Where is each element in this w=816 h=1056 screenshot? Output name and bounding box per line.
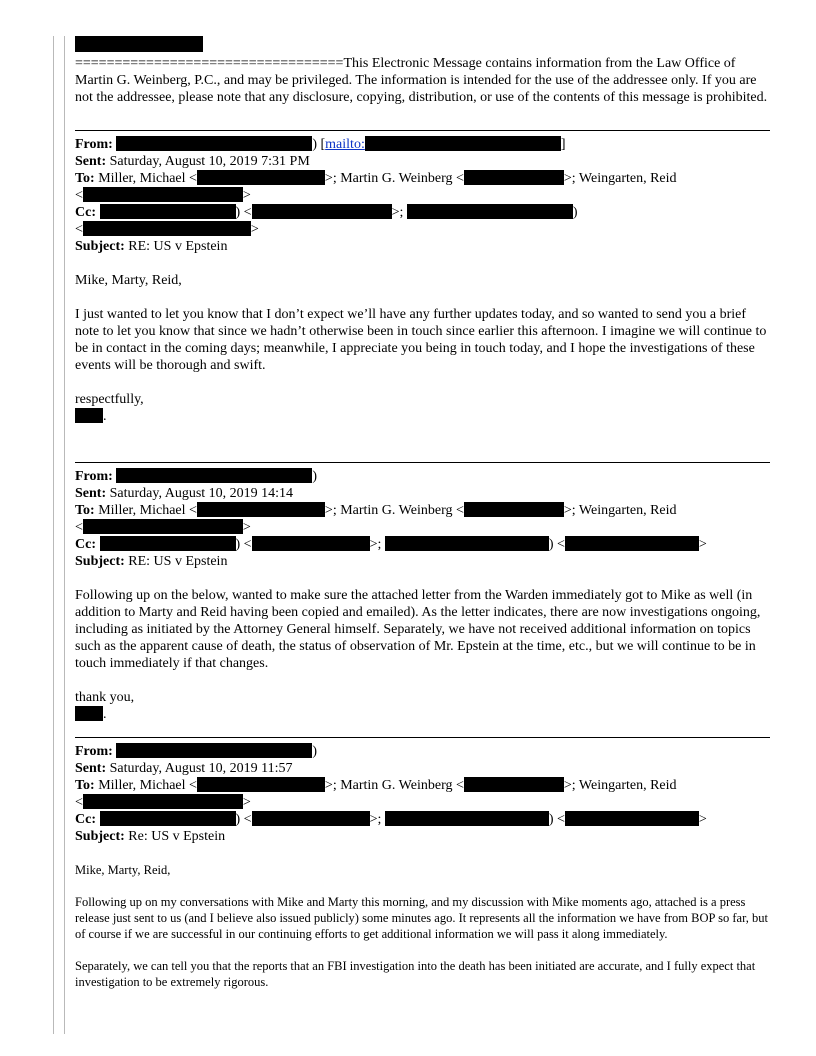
sent-date: Saturday, August 10, 2019 7:31 PM: [109, 154, 310, 169]
sent-label: Sent:: [75, 486, 107, 501]
email-thread: [75, 36, 770, 990]
from-label: From:: [75, 744, 113, 759]
redaction-block: [464, 502, 564, 517]
redaction-block: [100, 811, 236, 826]
to-recipient: >; Weingarten, Reid: [563, 503, 677, 518]
subject-text: RE: US v Epstein: [128, 554, 228, 569]
redaction-block: [197, 777, 325, 792]
cc-line: Cc: ) < >; ) < >: [75, 537, 707, 552]
to-line-cont: < >: [75, 188, 251, 203]
redaction-block: [197, 170, 325, 185]
to-label: To:: [75, 503, 95, 518]
to-label: To:: [75, 171, 95, 186]
redaction-block: [565, 811, 699, 826]
subject-text: RE: US v Epstein: [128, 239, 228, 254]
sent-date: Saturday, August 10, 2019 11:57: [109, 761, 293, 776]
redaction-block: [464, 170, 564, 185]
sent-line: [75, 485, 770, 502]
sent-label: Sent:: [75, 154, 107, 169]
to-line: [75, 502, 770, 519]
email-divider: [75, 737, 770, 738]
redaction-block: [385, 811, 549, 826]
redaction-block: [252, 536, 370, 551]
to-line-cont: < >: [75, 795, 251, 810]
redaction-block: [464, 777, 564, 792]
to-recipient: >; Weingarten, Reid: [563, 778, 677, 793]
redaction-block: [116, 468, 312, 483]
to-recipient: >; Martin G. Weinberg <: [324, 778, 464, 793]
email-closing: thank you,: [75, 690, 135, 705]
email-body: Following up on the below, wanted to make sure the attached letter from the Warden immediately got to Mike as well (in addition to Marty and Reid having been copied and emailed). As the letter indicates, there are now investigations ongoing, including as initiated by the Attorney General himself. Separately, we have not received additional information on topics such as the apparent cause of death, the status of observation of Mr. Epstein at the time, etc., but we will continue to be in touch immediately if that changes.: [75, 588, 761, 671]
to-recipient: Miller, Michael <: [98, 503, 197, 518]
subject-label: Subject:: [75, 554, 125, 569]
left-margin-line: [53, 36, 54, 1034]
to-recipient: Miller, Michael <: [98, 778, 197, 793]
redaction-block: [252, 811, 370, 826]
disclaimer: [75, 55, 770, 106]
from-line: From: ) [mailto: ]: [75, 137, 566, 152]
redaction-block: [100, 536, 236, 551]
to-line: [75, 777, 770, 794]
redaction-block: [75, 706, 103, 721]
email-greeting: Mike, Marty, Reid,: [75, 273, 182, 288]
subject-label: Subject:: [75, 829, 125, 844]
sent-line: [75, 760, 770, 777]
cc-label: Cc:: [75, 205, 96, 220]
to-line: [75, 170, 770, 187]
email-header-2: [75, 468, 770, 570]
cc-label: Cc:: [75, 537, 96, 552]
redaction-block: [197, 502, 325, 517]
signature: .: [75, 408, 770, 425]
redaction-block: [83, 794, 243, 809]
sent-label: Sent:: [75, 761, 107, 776]
cc-line: Cc: ) < >; ): [75, 205, 578, 220]
to-line-cont: < >: [75, 520, 251, 535]
email-header-3: [75, 743, 770, 845]
redaction-block: [252, 204, 392, 219]
redaction-block: [365, 136, 561, 151]
redaction-block: [565, 536, 699, 551]
redaction-block: [116, 136, 312, 151]
email-closing: respectfully,: [75, 392, 144, 407]
redaction-block: [100, 204, 236, 219]
redaction-block: [407, 204, 573, 219]
email-header-1: [75, 136, 770, 255]
disclaimer-text: This Electronic Message contains information from the Law Office of Martin G. Weinberg, P.C., and may be privileged. The information is intended for the use of the addressee only. If you are not the addressee, please note that any disclosure, copying, distribution, or use of the contents of this message is prohibited.: [75, 56, 768, 105]
redaction-block: [83, 519, 243, 534]
redaction-block: [385, 536, 549, 551]
from-label: From:: [75, 137, 113, 152]
header-redaction-row: [75, 36, 770, 53]
cc-label: Cc:: [75, 812, 96, 827]
to-recipient: Miller, Michael <: [98, 171, 197, 186]
subject-label: Subject:: [75, 239, 125, 254]
sent-date: Saturday, August 10, 2019 14:14: [109, 486, 294, 501]
redaction-block: [75, 408, 103, 423]
email-body: I just wanted to let you know that I don’t expect we’ll have any further updates today, and so wanted to send you a brief note to let you know that since we hadn’t otherwise been in touch since earlier this afternoon. I imagine we will continue to be in contact in the coming days; meanwhile, I appreciate you being in touch today, and I hope the investigations of these events will be thorough and swift.: [75, 307, 767, 373]
email-body: Separately, we can tell you that the reports that an FBI investigation into the death has been initiated are accurate, and I fully expect that investigation to be extremely rigorous.: [75, 959, 756, 989]
left-margin-line-inner: [64, 36, 65, 1034]
subject-line: [75, 828, 770, 845]
to-recipient: >; Martin G. Weinberg <: [324, 171, 464, 186]
mailto-link[interactable]: mailto:: [325, 137, 365, 152]
cc-line-cont: < >: [75, 222, 259, 237]
to-label: To:: [75, 778, 95, 793]
from-label: From:: [75, 469, 113, 484]
from-line: From: ): [75, 744, 318, 759]
signature: .: [75, 706, 770, 723]
subject-line: [75, 553, 770, 570]
email-divider: [75, 130, 770, 131]
email-body: Following up on my conversations with Mike and Marty this morning, and my discussion with Mike moments ago, attached is a press release just sent to us (and I believe also issued publicly) some minutes ago. It represents all the information we have from BOP so far, but of course if we are successful in our continuing efforts to get additional information we will pass it along immediately.: [75, 895, 768, 941]
redaction-block: [116, 743, 312, 758]
email-greeting: Mike, Marty, Reid,: [75, 863, 171, 877]
sent-line: [75, 153, 770, 170]
subject-text: Re: US v Epstein: [128, 829, 226, 844]
subject-line: [75, 238, 770, 255]
email-divider: [75, 462, 770, 463]
redaction-block: [75, 36, 203, 52]
to-recipient: >; Weingarten, Reid: [563, 171, 677, 186]
redaction-block: [83, 221, 251, 236]
disclaimer-separator: ==================================: [75, 56, 344, 71]
cc-line: Cc: ) < >; ) < >: [75, 812, 707, 827]
from-line: From: ): [75, 469, 318, 484]
redaction-block: [83, 187, 243, 202]
to-recipient: >; Martin G. Weinberg <: [324, 503, 464, 518]
